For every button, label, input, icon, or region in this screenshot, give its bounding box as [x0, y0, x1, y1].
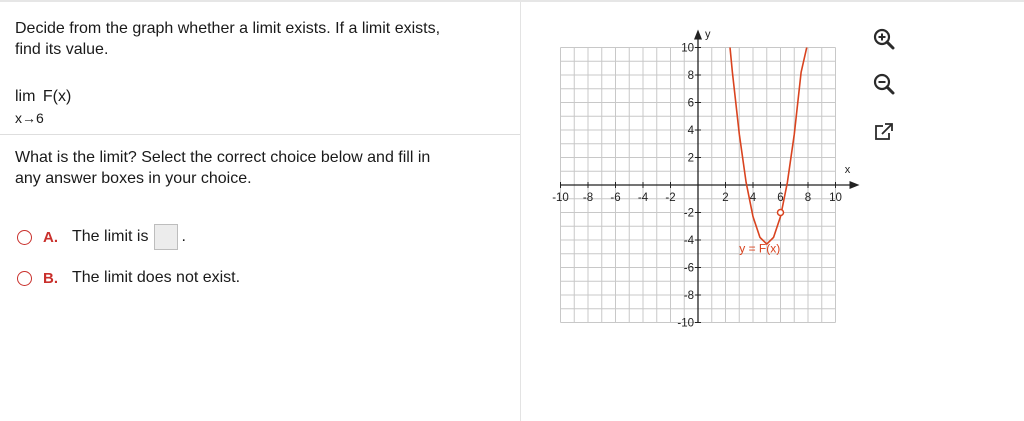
question-line-2: find its value.: [15, 41, 109, 58]
x-tick-label: 2: [722, 192, 729, 204]
y-tick-label: 10: [681, 42, 694, 55]
external-link-icon: [870, 118, 898, 146]
top-rule: [0, 0, 1024, 2]
panel-divider: [520, 2, 521, 421]
choice-a-period: .: [181, 228, 186, 245]
limit-expression: [15, 87, 71, 107]
curve-label: y = F(x): [739, 241, 781, 256]
lim-word: lim: [15, 88, 36, 105]
function-curve: [728, 30, 811, 245]
limit-approach: x→6: [15, 110, 44, 126]
open-point: [778, 210, 784, 216]
x-tick-label: -10: [552, 192, 569, 204]
y-tick-label: -2: [683, 207, 694, 220]
prompt-line-1: What is the limit? Select the correct choice below and fill in: [15, 149, 431, 166]
y-axis-arrow: [694, 30, 702, 40]
y-tick-label: -6: [683, 262, 694, 275]
y-tick-label: -4: [683, 235, 694, 247]
y-tick-label: 2: [687, 152, 694, 165]
choice-a-radio[interactable]: [17, 230, 32, 245]
y-tick-label: 6: [687, 97, 694, 110]
limit-answer-input[interactable]: [154, 224, 178, 250]
y-tick-label: 4: [687, 125, 694, 137]
y-tick-label: -8: [683, 290, 694, 302]
limit-function: F(x): [42, 88, 72, 105]
choice-a[interactable]: [17, 227, 186, 247]
x-axis-label: x: [844, 164, 851, 176]
x-tick-label: 4: [749, 192, 757, 204]
prompt-line-2: any answer boxes in your choice.: [15, 170, 252, 187]
choice-b[interactable]: [17, 268, 240, 288]
zoom-in-button[interactable]: [870, 25, 898, 53]
zoom-in-icon: [870, 25, 898, 53]
y-tick-label: -10: [677, 317, 694, 330]
choice-b-radio[interactable]: [17, 271, 32, 286]
section-divider: [0, 134, 520, 135]
x-tick-label: -8: [582, 192, 594, 204]
x-tick-label: -2: [665, 192, 676, 204]
popout-button[interactable]: [870, 118, 898, 146]
zoom-out-icon: [870, 70, 898, 98]
x-axis-arrow: [850, 181, 860, 189]
x-tick-label: 10: [829, 192, 842, 204]
y-axis-label: y: [705, 28, 711, 41]
choice-b-letter: B.: [43, 269, 58, 287]
choice-a-text: The limit is: [72, 228, 149, 245]
x-tick-label: 8: [804, 192, 812, 204]
x-tick-label: 6: [777, 192, 784, 204]
zoom-out-button[interactable]: [870, 70, 898, 98]
choice-b-text: The limit does not exist.: [72, 269, 241, 286]
choice-a-letter: A.: [43, 228, 58, 246]
x-tick-label: -4: [637, 192, 649, 204]
y-tick-label: 8: [687, 70, 694, 82]
x-tick-label: -6: [610, 192, 621, 204]
function-graph: [540, 14, 860, 334]
question-line-1: Decide from the graph whether a limit exists. If a limit exists,: [15, 20, 441, 37]
